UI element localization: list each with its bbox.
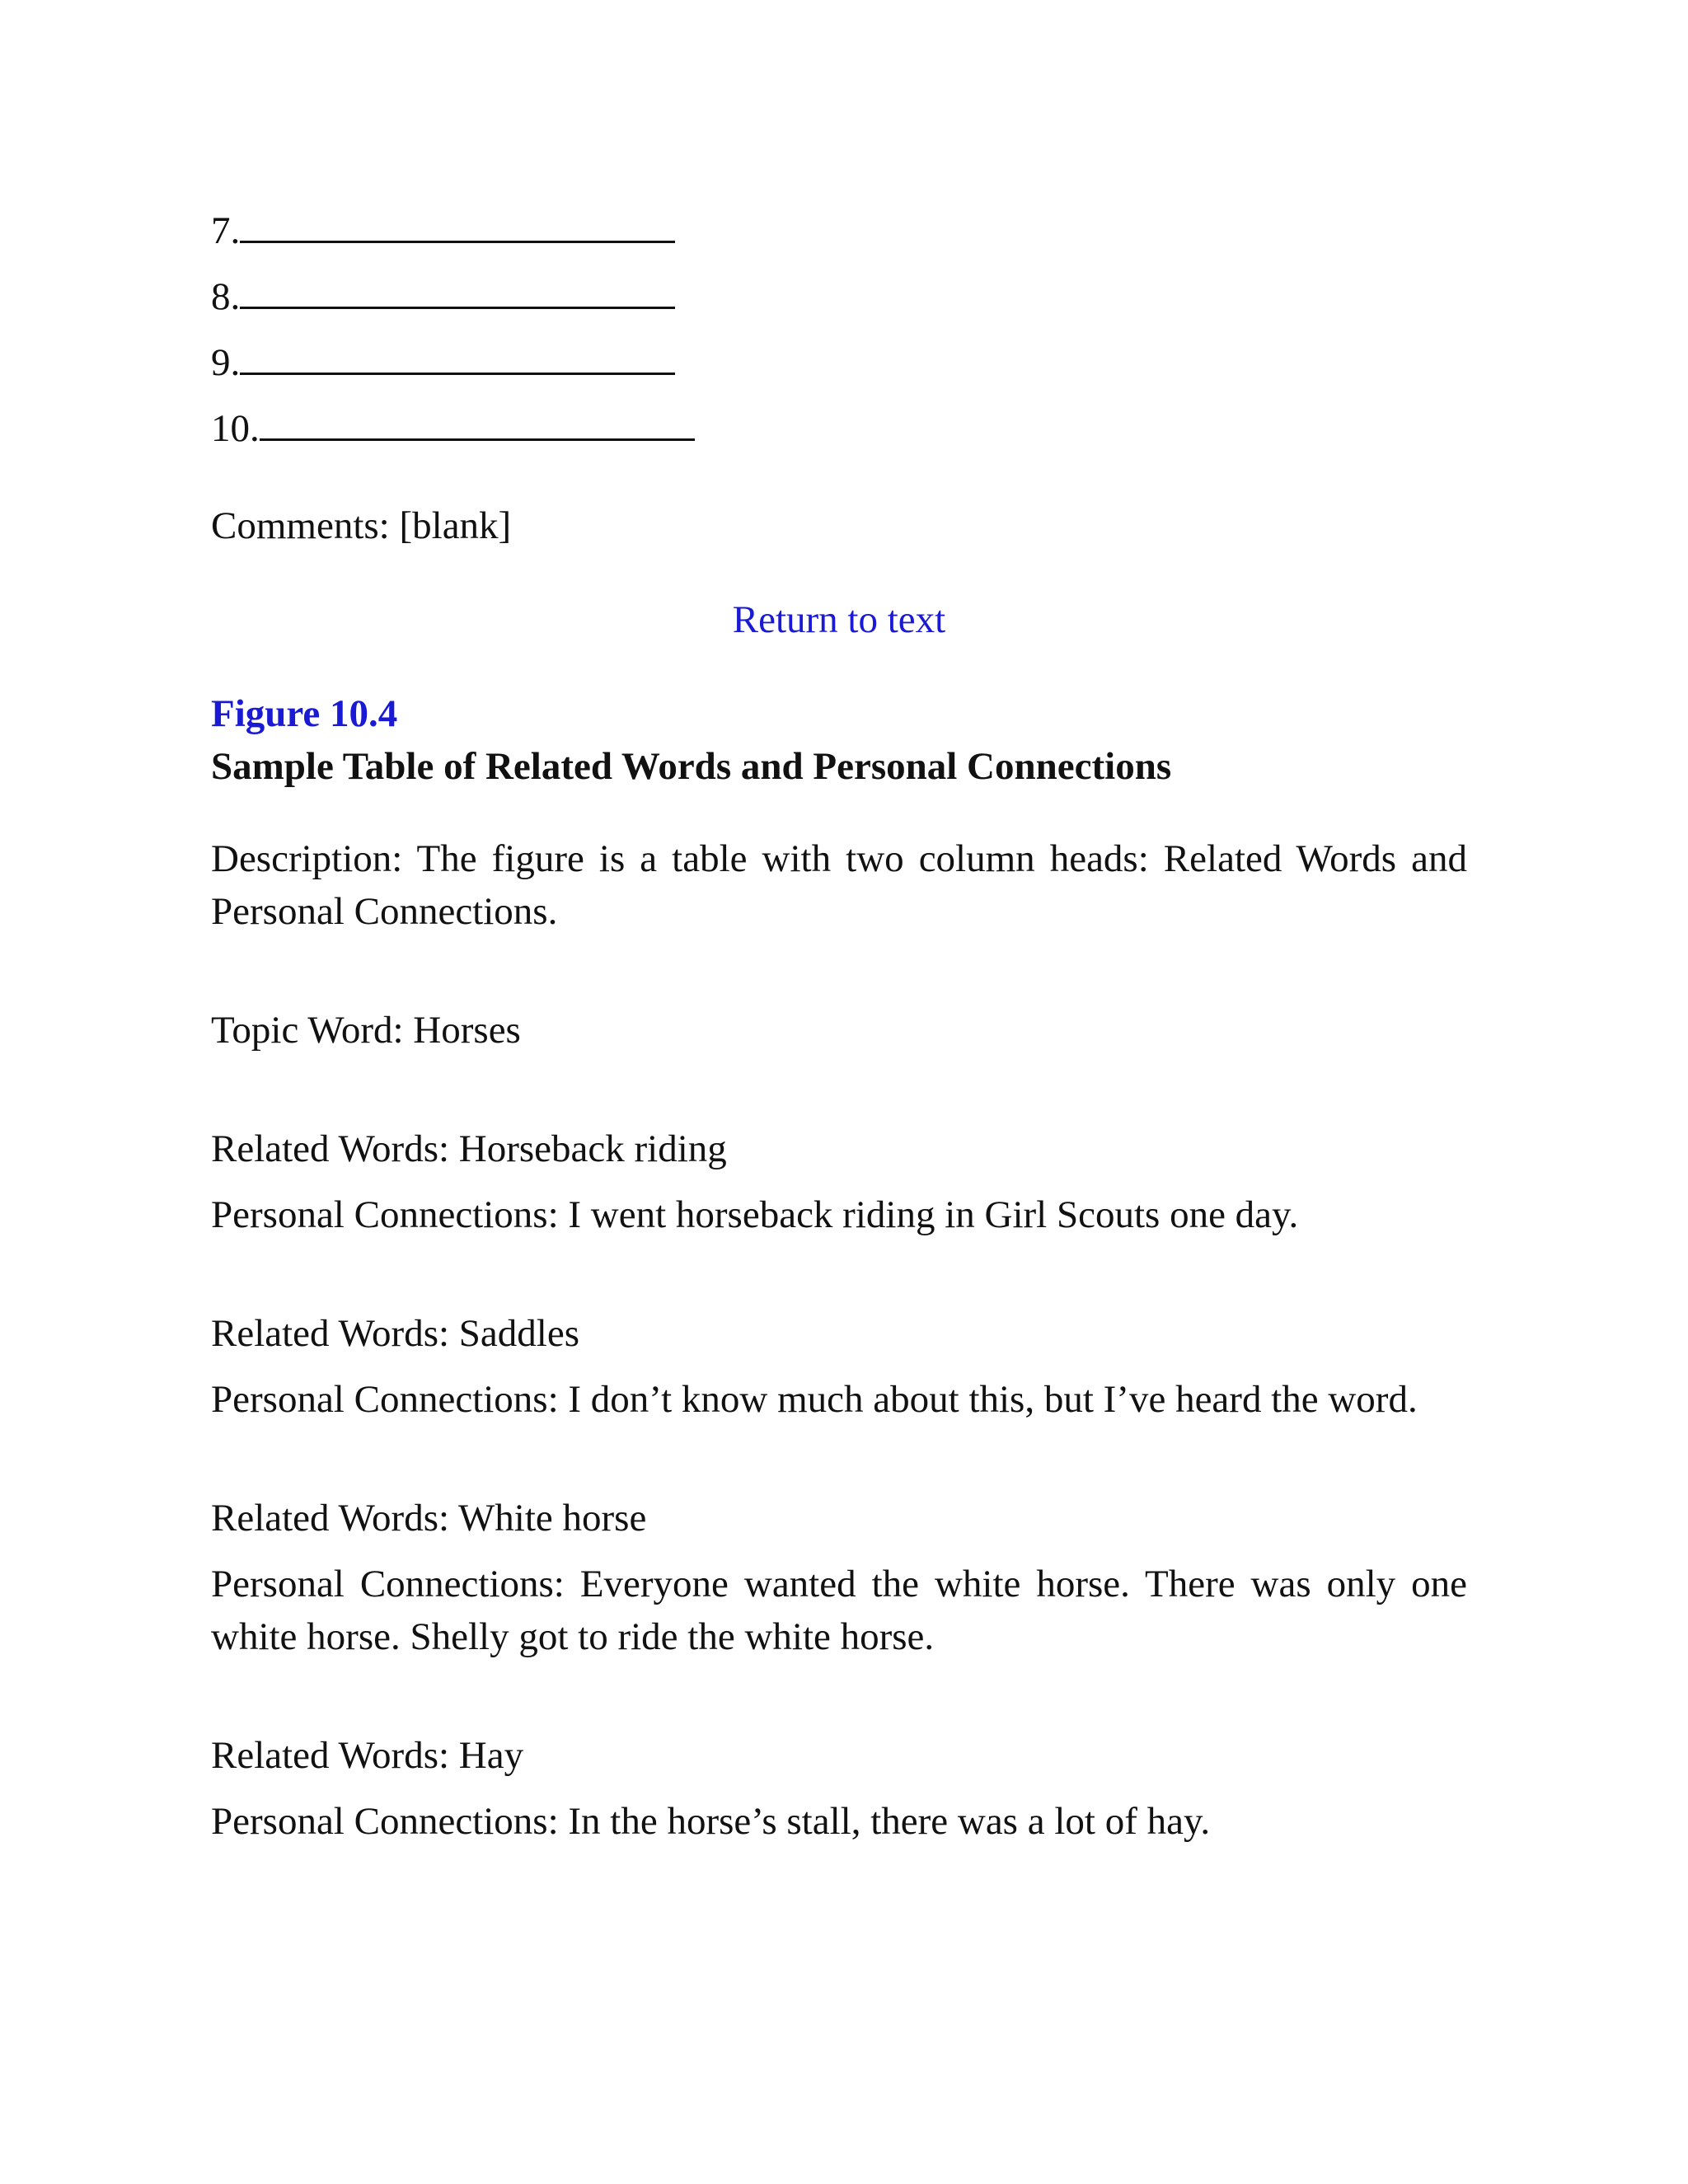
numbered-line-10 [211,396,1467,462]
entry-hay [211,1729,1467,1848]
personal-connections: Personal Connections: I don’t know much about this, but I’ve heard the word. [211,1378,1418,1421]
return-to-text-link[interactable]: Return to text [732,598,946,641]
entry-white-horse [211,1492,1467,1663]
related-words: Related Words: Hay [211,1734,524,1777]
entry-saddles [211,1307,1467,1426]
figure-title: Sample Table of Related Words and Personal Connections [211,745,1172,788]
personal-connections: Personal Connections: In the horse’s stall, there was a lot of hay. [211,1800,1211,1843]
related-words: Related Words: White horse [211,1497,647,1540]
line-number: 8. [211,275,241,318]
figure-label: Figure 10.4 [211,692,398,735]
line-number: 9. [211,341,241,384]
personal-connections: Personal Connections: I went horseback riding in Girl Scouts one day. [211,1193,1299,1236]
document-page [211,198,1467,1848]
comments-text: Comments: [blank] [211,504,512,547]
line-number: 10. [211,407,260,450]
blank-line [240,264,675,309]
numbered-line-8 [211,264,1467,330]
numbered-line-9 [211,330,1467,396]
entry-horseback-riding [211,1122,1467,1241]
numbered-line-7 [211,198,1467,264]
topic-word: Topic Word: Horses [211,1009,521,1052]
figure-description: Description: The figure is a table with two column heads: Related Words and Personal Connections. [211,837,1467,933]
related-words: Related Words: Saddles [211,1312,580,1355]
blank-line [240,198,675,243]
numbered-blank-list [211,198,1467,462]
line-number: 7. [211,209,241,252]
related-words: Related Words: Horseback riding [211,1127,727,1170]
blank-line [240,330,675,375]
blank-line [260,396,695,441]
personal-connections: Personal Connections: Everyone wanted the white horse. There was only one white horse. Shelly got to ride the white horse. [211,1563,1467,1658]
